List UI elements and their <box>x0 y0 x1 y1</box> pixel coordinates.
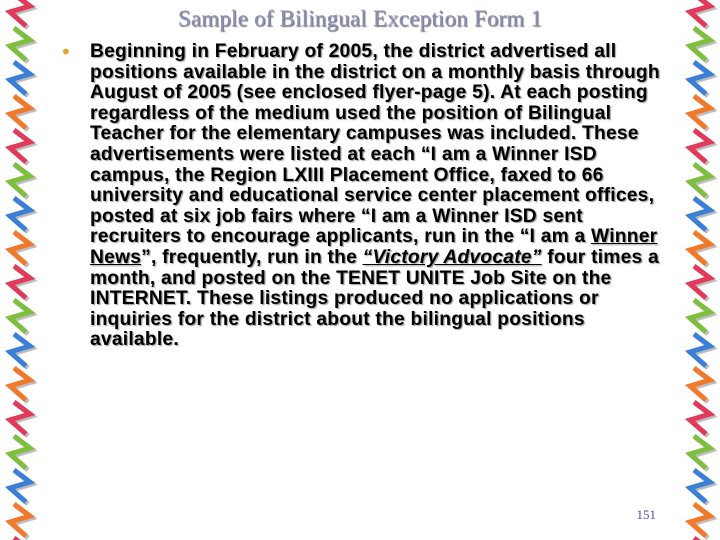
border-segment <box>10 96 32 130</box>
border-segment <box>690 266 712 300</box>
border-segment <box>10 164 32 198</box>
border-segment <box>10 368 32 402</box>
border-segment <box>10 436 32 470</box>
border-segment <box>690 232 712 266</box>
border-segment <box>10 504 32 538</box>
border-segment <box>10 130 32 164</box>
winner-news-text: Winner News <box>90 226 658 268</box>
bullet-item <box>58 42 670 351</box>
border-segment <box>10 198 32 232</box>
border-segment <box>10 28 32 62</box>
border-segment <box>690 368 712 402</box>
left-decorative-border <box>0 0 40 540</box>
page-number: 151 <box>636 507 656 522</box>
border-segment <box>10 232 32 266</box>
border-segment <box>10 334 32 368</box>
border-segment <box>10 266 32 300</box>
border-segment <box>10 470 32 504</box>
border-segment <box>690 504 712 538</box>
border-segment <box>690 96 712 130</box>
border-segment <box>690 62 712 96</box>
slide-title: Sample of Bilingual Exception Form 1 <box>177 6 543 31</box>
border-segment <box>10 62 32 96</box>
border-segment <box>690 198 712 232</box>
border-segment <box>690 436 712 470</box>
border-segment <box>10 300 32 334</box>
border-segment <box>690 470 712 504</box>
zigzag-border-right <box>680 0 720 540</box>
slide-content <box>58 42 670 351</box>
paragraph-text-2: ”, frequently, run in the <box>141 246 363 268</box>
border-segment <box>690 334 712 368</box>
bullet-paragraph <box>90 42 670 351</box>
paragraph-text-3: four times a month, and posted on the TENET UNITE Job Site on the INTERNET. These listings produced no applications or inquiries for the district about the bilingual positions available. <box>90 246 659 351</box>
victory-advocate-text: “Victory Advocate” <box>362 246 542 268</box>
border-segment <box>690 130 712 164</box>
bullet-icon: • <box>60 40 72 64</box>
zigzag-border-left <box>0 0 40 540</box>
paragraph-text-1: Beginning in February of 2005, the district advertised all positions available in the district on a monthly basis through August of 2005 (see enclosed flyer-page 5). At each posting regardless of the medium used the position of Bilingual Teacher for the elementary campuses was included. These advertisements were listed at each “I am a Winner ISD campus, the Region LXIII Placement Office, faxed to 66 university and educational service center placement offices, posted at six job fairs where “I am a Winner ISD sent recruiters to encourage applicants, run in the “I am a <box>90 41 660 248</box>
border-segment <box>690 28 712 62</box>
border-segment <box>690 0 712 28</box>
border-segment <box>10 402 32 436</box>
right-decorative-border <box>680 0 720 540</box>
border-segment <box>690 402 712 436</box>
border-segment <box>690 164 712 198</box>
border-segment <box>10 0 32 28</box>
border-segment <box>690 300 712 334</box>
